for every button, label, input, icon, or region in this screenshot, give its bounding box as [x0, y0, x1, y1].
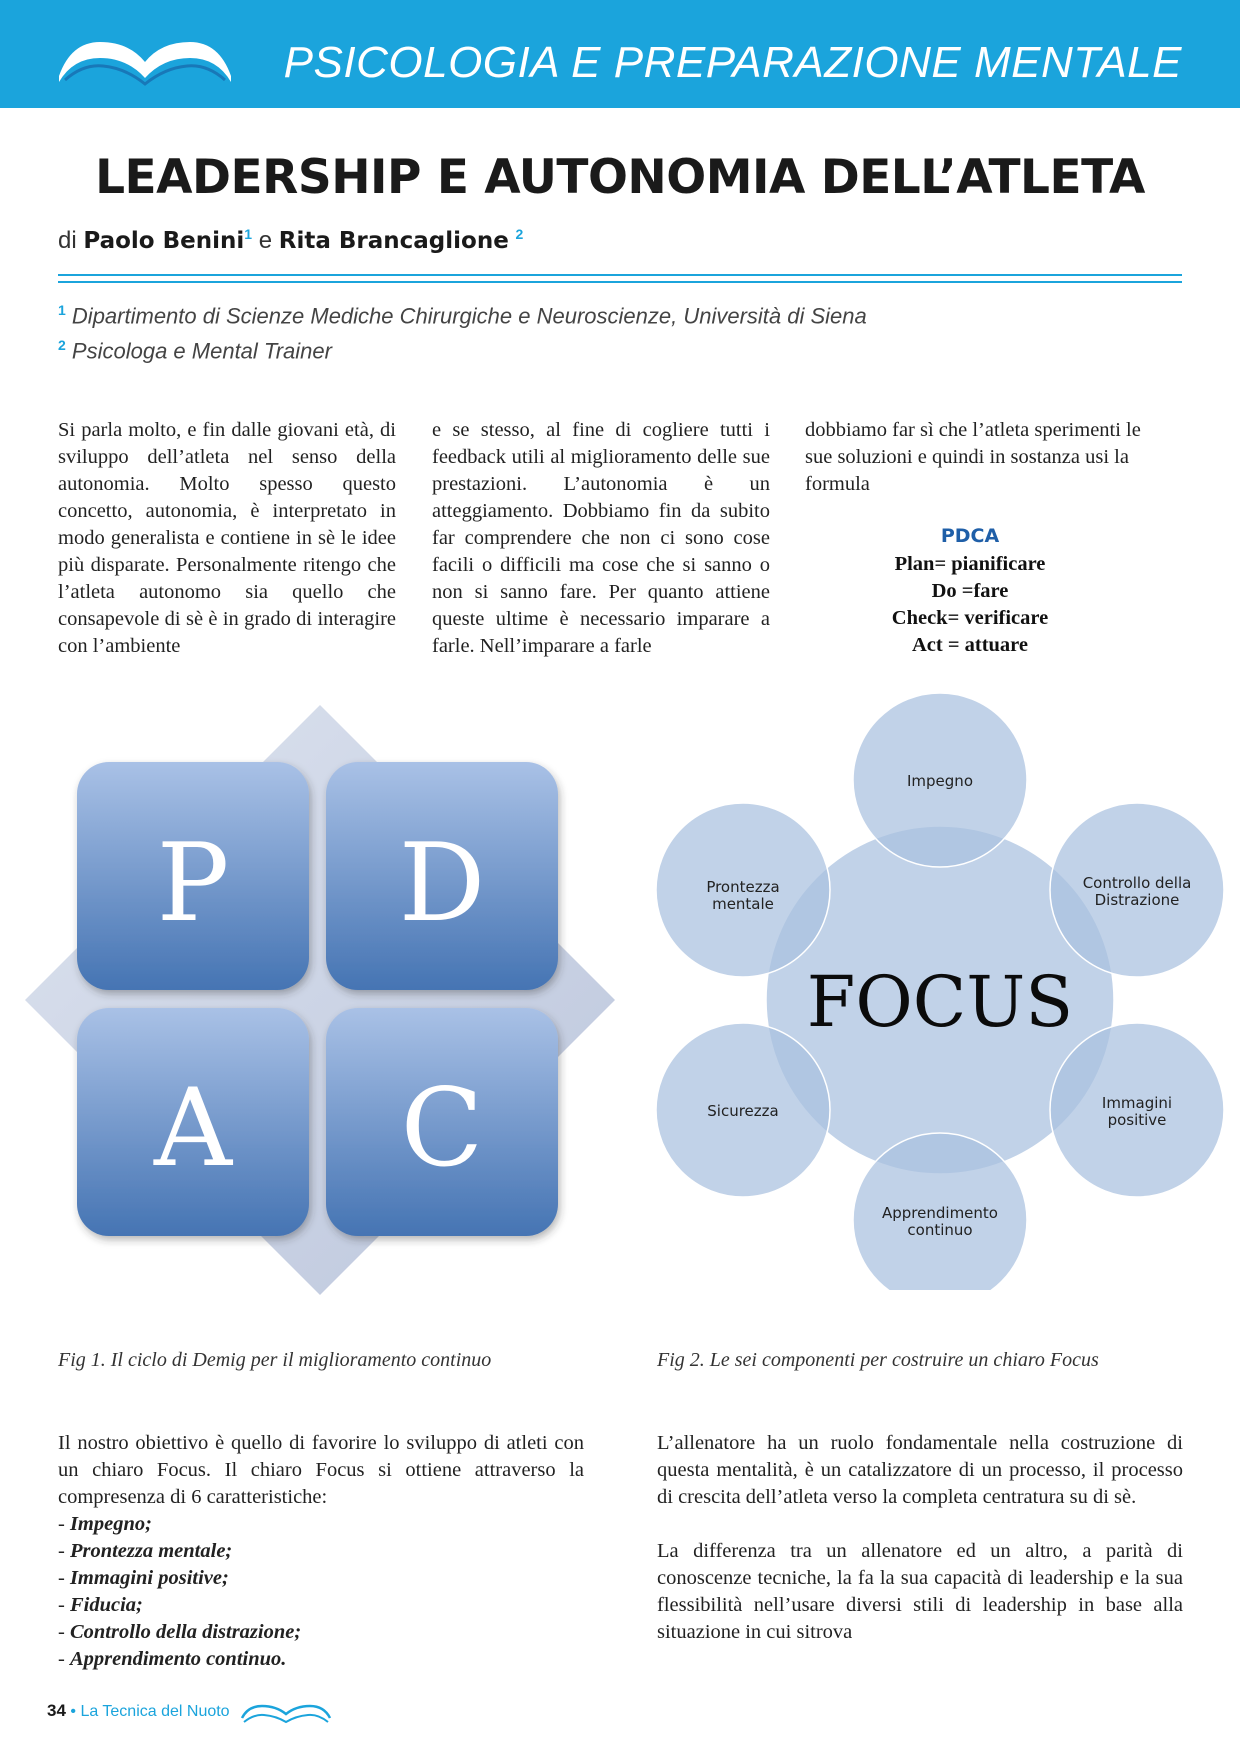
- aff-1-text: Dipartimento di Scienze Mediche Chirurgiche e Neuroscienze, Università di Siena: [71, 303, 867, 329]
- focus-label-prontezza: mentale: [712, 895, 774, 913]
- focus-label-controllo: Controllo della: [1082, 874, 1192, 892]
- column-2: [432, 417, 770, 660]
- list-item: - Impegno;: [58, 1513, 152, 1535]
- pdca-heading: PDCA: [940, 525, 1000, 547]
- page-number: 34: [47, 1701, 66, 1721]
- pdca-line: Plan= pianificare: [894, 553, 1046, 575]
- pdca-line: Act = attuare: [911, 634, 1029, 656]
- pdca-line: Check= verificare: [891, 607, 1049, 629]
- aff-1-sup: 1: [58, 302, 66, 318]
- focus-label-impegno: Impegno: [907, 772, 973, 790]
- header-band: [0, 0, 1240, 108]
- fig-1-caption: Fig 1. Il ciclo di Demig per il miglioramento continuo: [58, 1349, 492, 1371]
- divider-rule-top: [58, 274, 1182, 276]
- pdca-diagram: [20, 700, 620, 1300]
- list-item: - Prontezza mentale;: [58, 1540, 233, 1562]
- divider-rule-bottom: [58, 281, 1182, 283]
- pdca-letter-p: P: [156, 821, 230, 946]
- byline: [58, 226, 523, 255]
- focus-label-sicurezza: Sicurezza: [707, 1102, 779, 1120]
- body-right: [657, 1430, 1183, 1646]
- body-right-p1: L’allenatore ha un ruolo fondamentale nella costruzione di questa mentalità, è un catalizzatore di un processo, il processo di crescita dell’atleta verso la completa centratura su di sè.: [657, 1432, 1183, 1508]
- article-title: LEADERSHIP E AUTONOMIA DELL’ATLETA: [95, 150, 1145, 205]
- magazine-name: La Tecnica del Nuoto: [80, 1703, 230, 1721]
- list-item: - Controllo della distrazione;: [58, 1621, 302, 1643]
- column-2-text: e se stesso, al fine di cogliere tutti i feedback utili al miglioramento delle sue prestazioni. L’autonomia è un atteggiamento. Dobbiamo fin da subito far comprendere che non ci sono cose facili o difficili ma cose che si sanno o non si sanno fare. Per quanto attiene queste ultime è necessario imparare a farle. Nell’imparare a farle: [432, 419, 770, 657]
- list-item-text: Controllo della distrazione;: [69, 1621, 302, 1643]
- pdca-line: Do =fare: [931, 580, 1009, 602]
- body-right-p2: La differenza tra un allenatore ed un altro, a parità di conoscenze tecniche, la fa la sua capacità di leadership e la sua flessibilità nell’usare diversi stili di leadership in base alla situazione in cui sitrova: [657, 1540, 1183, 1643]
- column-1-text: Si parla molto, e fin dalle giovani età, di sviluppo dell’atleta nel senso della autonomia. Molto spesso questo concetto, autonomia, è interpretato in modo generalista e contiene in sè le idee più disparate. Personalmente ritengo che l’atleta autonomo sia quello che consapevole di sè è in grado di interagire con l’ambiente: [58, 419, 396, 657]
- list-item-text: Immagini positive;: [69, 1567, 229, 1589]
- list-item-text: Apprendimento continuo.: [69, 1648, 287, 1670]
- pdca-formula: [820, 525, 1120, 659]
- focus-label-prontezza: Prontezza: [706, 878, 780, 896]
- column-3-text: dobbiamo far sì che l’atleta sperimenti le sue soluzioni e quindi in sostanza usi la formula: [805, 419, 1141, 495]
- fig-2-caption: Fig 2. Le sei componenti per costruire un chiaro Focus: [657, 1349, 1099, 1371]
- focus-label-apprendimento: continuo: [907, 1221, 973, 1239]
- body-left-intro: Il nostro obiettivo è quello di favorire lo sviluppo di atleti con un chiaro Focus. Il chiaro Focus si ottiene attraverso la compresenza di 6 caratteristiche:: [58, 1432, 584, 1508]
- column-1: [58, 417, 396, 660]
- list-item: - Immagini positive;: [58, 1567, 229, 1589]
- focus-center-label: FOCUS: [806, 961, 1074, 1043]
- focus-label-controllo: Distrazione: [1094, 891, 1180, 909]
- focus-label-immagini: Immagini: [1101, 1094, 1173, 1112]
- footer-wave-logo-icon: [240, 1700, 332, 1724]
- pdca-letter-c: C: [400, 1066, 484, 1191]
- aff-2-sup: 2: [58, 337, 66, 353]
- wave-logo-icon: [55, 28, 235, 86]
- pdca-letter-d: D: [398, 821, 486, 946]
- affiliation-2: [58, 337, 332, 364]
- author-1: Paolo Benini: [83, 228, 245, 254]
- author-2-sup: 2: [515, 226, 524, 242]
- author-1-sup: 1: [244, 226, 253, 242]
- list-item-text: Impegno;: [69, 1513, 152, 1535]
- focus-label-apprendimento: Apprendimento: [882, 1204, 998, 1222]
- body-left: [58, 1430, 584, 1673]
- byline-di: di: [58, 227, 77, 254]
- aff-2-text: Psicologa e Mental Trainer: [71, 338, 332, 364]
- list-item-text: Prontezza mentale;: [69, 1540, 233, 1562]
- list-item: - Fiducia;: [58, 1594, 143, 1616]
- footer-bullet: •: [70, 1703, 76, 1721]
- author-2: Rita Brancaglione: [278, 228, 509, 254]
- section-title: PSICOLOGIA E PREPARAZIONE MENTALE: [283, 38, 1182, 87]
- focus-diagram: [650, 690, 1230, 1290]
- affiliation-1: [58, 302, 867, 329]
- focus-label-immagini: positive: [1107, 1111, 1167, 1129]
- footer: [47, 1700, 332, 1724]
- list-item: - Apprendimento continuo.: [58, 1648, 287, 1670]
- pdca-letter-a: A: [154, 1066, 232, 1191]
- byline-and: e: [258, 227, 273, 254]
- list-item-text: Fiducia;: [69, 1594, 143, 1616]
- column-3: [805, 417, 1145, 498]
